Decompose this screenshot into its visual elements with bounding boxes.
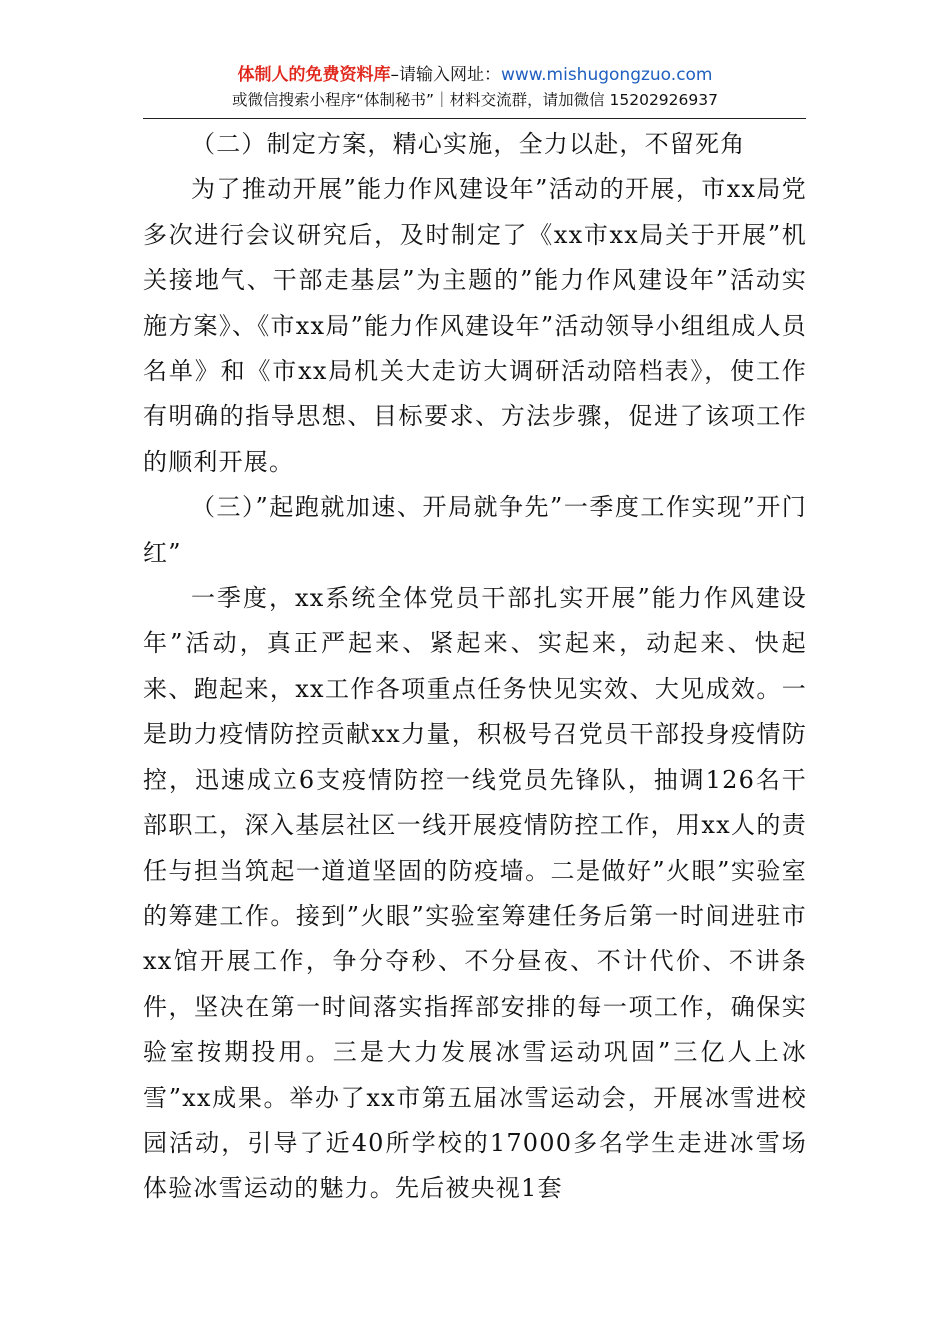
body-paragraph: 一季度，xx系统全体党员干部扎实开展”能力作风建设年”活动，真正严起来、紧起来、实起来，动起来、快起来、跑起来，xx工作各项重点任务快见实效、大见成效。一是助力疫情防控贡献xx力量，积极号召党员干部投身疫情防控，迅速成立6支疫情防控一线党员先锋队，抽调126名干部职工，深入基层社区一线开展疫情防控工作，用xx人的责任与担当筑起一道道坚固的防疫墙。二是做好”火眼”实验室的筹建工作。接到”火眼”实验室筹建任务后第一时间进驻市xx馆开展工作，争分夺秒、不分昼夜、不计代价、不讲条件，坚决在第一时间落实指挥部安排的每一项工作，确保实验室按期投用。三是大力发展冰雪运动巩固”三亿人上冰雪”xx成果。举办了xx市第五届冰雪运动会，开展冰雪进校园活动，引导了近40所学校的17000多名学生走进冰雪场体验冰雪运动的魅力。先后被央视1套 — [143, 584, 807, 1203]
document-body — [143, 122, 807, 1212]
url-prompt: –请输入网址： — [390, 65, 501, 85]
section-heading-2: （二）制定方案，精心实施，全力以赴，不留死角 — [191, 130, 746, 158]
site-url[interactable]: www.mishugongzuo.com — [500, 65, 713, 85]
header-line-2: 或微信搜索小程序“体制秘书”｜材料交流群，请加微信 15202926937 — [232, 91, 718, 109]
section-heading-3: （三）”起跑就加速、开局就争先”一季度工作实现”开门红” — [143, 493, 807, 567]
header-divider — [143, 118, 806, 119]
page-header — [0, 62, 950, 112]
site-name: 体制人的免费资料库 — [237, 65, 391, 85]
header-line-1 — [0, 62, 950, 88]
body-paragraph: 为了推动开展”能力作风建设年”活动的开展，市xx局党多次进行会议研究后，及时制定了《xx市xx局关于开展”机关接地气、干部走基层”为主题的”能力作风建设年”活动实施方案》、《市xx局”能力作风建设年”活动领导小组组成人员名单》和《市xx局机关大走访大调研活动陪档表》，使工作有明确的指导思想、目标要求、方法步骤，促进了该项工作的顺利开展。 — [143, 175, 807, 476]
